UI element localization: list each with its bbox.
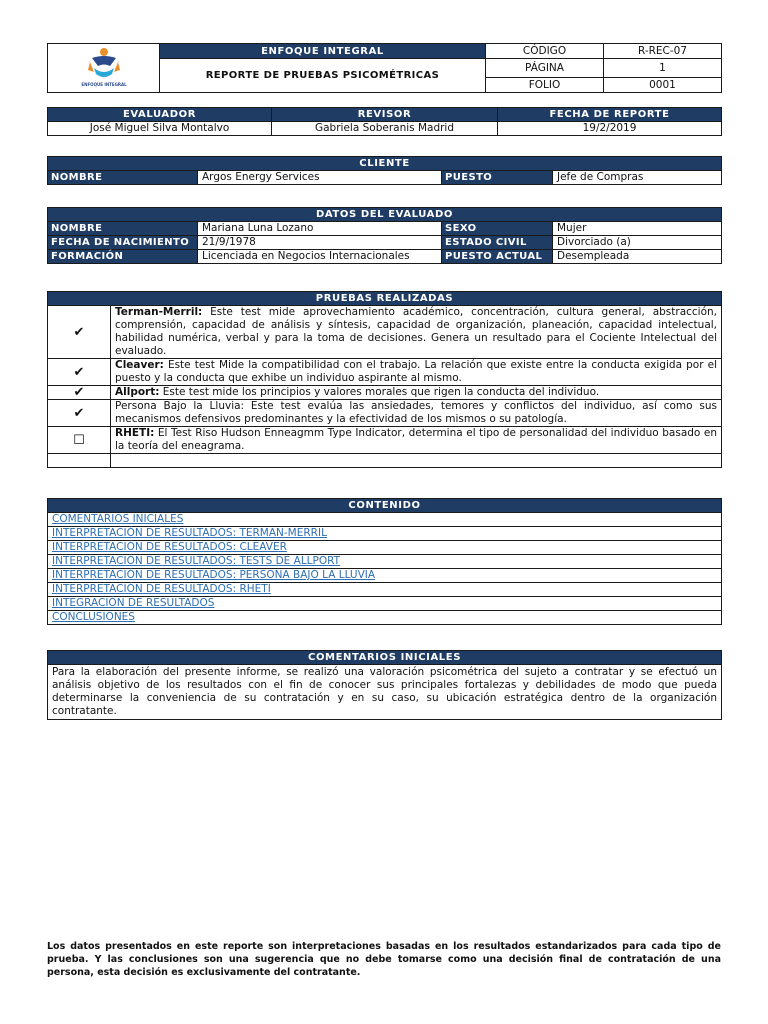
evaluator-value: José Miguel Silva Montalvo — [48, 122, 272, 136]
evaluee-current-position-label: PUESTO ACTUAL — [442, 250, 553, 264]
reviewer-value: Gabriela Soberanis Madrid — [272, 122, 498, 136]
checkmark-icon[interactable]: ✔ — [48, 306, 111, 359]
client-position-value: Jefe de Compras — [553, 171, 722, 185]
test-name: Cleaver: — [115, 359, 164, 371]
evaluee-row — [48, 236, 722, 250]
evaluee-education-value: Licenciada en Negocios Internacionales — [198, 250, 442, 264]
test-description — [111, 400, 722, 427]
header-page-value: 1 — [604, 59, 722, 78]
disclaimer-footer: Los datos presentados en este reporte son interpretaciones basadas en los resultados estandarizados para cada tipo de prueba. Y las conclusiones son una sugerencia que no debe tomarse como una decisión final de contratación de una persona, esta decisión es exclusivamente del contratante. — [47, 941, 721, 978]
evaluee-birthdate-value: 21/9/1978 — [198, 236, 442, 250]
contents-link-comments[interactable]: COMENTARIOS INICIALES — [48, 513, 722, 527]
evaluee-civil-status-label: ESTADO CIVIL — [442, 236, 553, 250]
test-row-empty — [48, 454, 722, 468]
evaluee-civil-status-value: Divorciado (a) — [553, 236, 722, 250]
evaluee-name-value: Mariana Luna Lozano — [198, 222, 442, 236]
tests-table — [47, 291, 722, 468]
contents-link-rheti[interactable]: INTERPRETACIÓN DE RESULTADOS: RHETI — [48, 583, 722, 597]
test-text: Este test Mide la compatibilidad con el trabajo. La relación que existe entre la conducta exigida por el puesto y la conducta que exhibe un individuo aspirante al mismo. — [115, 359, 718, 384]
client-title: CLIENTE — [48, 157, 722, 171]
contents-link-terman[interactable]: INTERPRETACIÓN DE RESULTADOS: TERMAN-MERRIL — [48, 527, 722, 541]
comments-text: Para la elaboración del presente informe, se realizó una valoración psicométrica del sujeto a contratar y se efectuó un análisis objetivo de los resultados con el fin de conocer sus principales fortalezas y debilidades de modo que pueda determinarse la conveniencia de su contratación y en su caso, su ubicación estratégica dentro de la organización contratante. — [48, 665, 722, 720]
evaluee-sex-value: Mujer — [553, 222, 722, 236]
comments-table — [47, 650, 722, 720]
evaluator-header: EVALUADOR — [48, 108, 272, 122]
header-folio-label: FOLIO — [486, 78, 604, 93]
header-code-label: CÓDIGO — [486, 44, 604, 59]
contents-title: CONTENIDO — [48, 499, 722, 513]
empty-cell — [111, 454, 722, 468]
client-table — [47, 156, 722, 185]
contents-link-conclusions[interactable]: CONCLUSIONES — [48, 611, 722, 625]
test-text: Persona Bajo la Lluvia: Este test evalúa las ansiedades, temores y conflictos del individuo, así como sus mecanismos defensivos predominantes y la efectividad de los mismos o su patología. — [115, 400, 718, 425]
client-position-label: PUESTO — [442, 171, 553, 185]
logo-icon — [80, 44, 127, 88]
report-date-value: 19/2/2019 — [498, 122, 722, 136]
comments-title: COMENTARIOS INICIALES — [48, 651, 722, 665]
test-name: Terman-Merril: — [115, 306, 203, 318]
evaluee-current-position-value: Desempleada — [553, 250, 722, 264]
test-text: Este test mide aprovechamiento académico, concentración, cultura general, abstracción, comprensión, capacidad de análisis y síntesis, capacidad de organización, planeación, capacidad intelectual, habilidad numérica, verbal y para la toma de decisiones. Genera un resultado para el Cociente Intelectual del evaluado. — [115, 306, 718, 357]
test-description — [111, 359, 722, 386]
checkmark-icon[interactable]: ✔ — [48, 400, 111, 427]
test-text: Este test mide los principios y valores morales que rigen la conducta del individuo. — [159, 386, 600, 398]
test-row — [48, 386, 722, 400]
test-row — [48, 306, 722, 359]
test-description — [111, 306, 722, 359]
evaluee-sex-label: SEXO — [442, 222, 553, 236]
header-folio-value: 0001 — [604, 78, 722, 93]
test-name: Allport: — [115, 386, 160, 398]
evaluee-birthdate-label: FECHA DE NACIMIENTO — [48, 236, 198, 250]
test-row — [48, 427, 722, 454]
evaluee-row — [48, 222, 722, 236]
report-date-header: FECHA DE REPORTE — [498, 108, 722, 122]
test-text: El Test Riso Hudson Enneagmm Type Indicator, determina el tipo de personalidad del individuo basado en la teoría del eneagrama. — [115, 427, 718, 452]
contents-link-allport[interactable]: INTERPRETACIÓN DE RESULTADOS: TESTS DE ALLPORT — [48, 555, 722, 569]
client-name-label: NOMBRE — [48, 171, 198, 185]
test-name: RHETI: — [115, 427, 155, 439]
reviewer-header: REVISOR — [272, 108, 498, 122]
checkmark-icon[interactable]: ✔ — [48, 386, 111, 400]
test-row — [48, 400, 722, 427]
contents-link-rain-person[interactable]: INTERPRETACIÓN DE RESULTADOS: PERSONA BAJO LA LLUVIA — [48, 569, 722, 583]
header-subtitle: REPORTE DE PRUEBAS PSICOMÉTRICAS — [160, 59, 486, 93]
test-row — [48, 359, 722, 386]
contents-table — [47, 498, 722, 625]
evaluee-row — [48, 250, 722, 264]
tests-title: PRUEBAS REALIZADAS — [48, 292, 722, 306]
evaluee-name-label: NOMBRE — [48, 222, 198, 236]
header-page-label: PÁGINA — [486, 59, 604, 78]
company-logo — [48, 44, 160, 93]
evaluee-title: DATOS DEL EVALUADO — [48, 208, 722, 222]
checkmark-icon[interactable]: ✔ — [48, 359, 111, 386]
evaluee-table — [47, 207, 722, 264]
checkbox-icon[interactable]: ☐ — [48, 427, 111, 454]
header-title: ENFOQUE INTEGRAL — [160, 44, 486, 59]
document-header — [47, 43, 722, 93]
contents-link-integration[interactable]: INTEGRACIÓN DE RESULTADOS — [48, 597, 722, 611]
evaluee-education-label: FORMACIÓN — [48, 250, 198, 264]
evaluator-table — [47, 107, 722, 136]
client-name-value: Argos Energy Services — [198, 171, 442, 185]
test-description — [111, 427, 722, 454]
empty-cell — [48, 454, 111, 468]
contents-link-cleaver[interactable]: INTERPRETACIÓN DE RESULTADOS: CLEAVER — [48, 541, 722, 555]
svg-text:ENFOQUE INTEGRAL: ENFOQUE INTEGRAL — [80, 82, 127, 87]
header-code-value: R-REC-07 — [604, 44, 722, 59]
test-description — [111, 386, 722, 400]
